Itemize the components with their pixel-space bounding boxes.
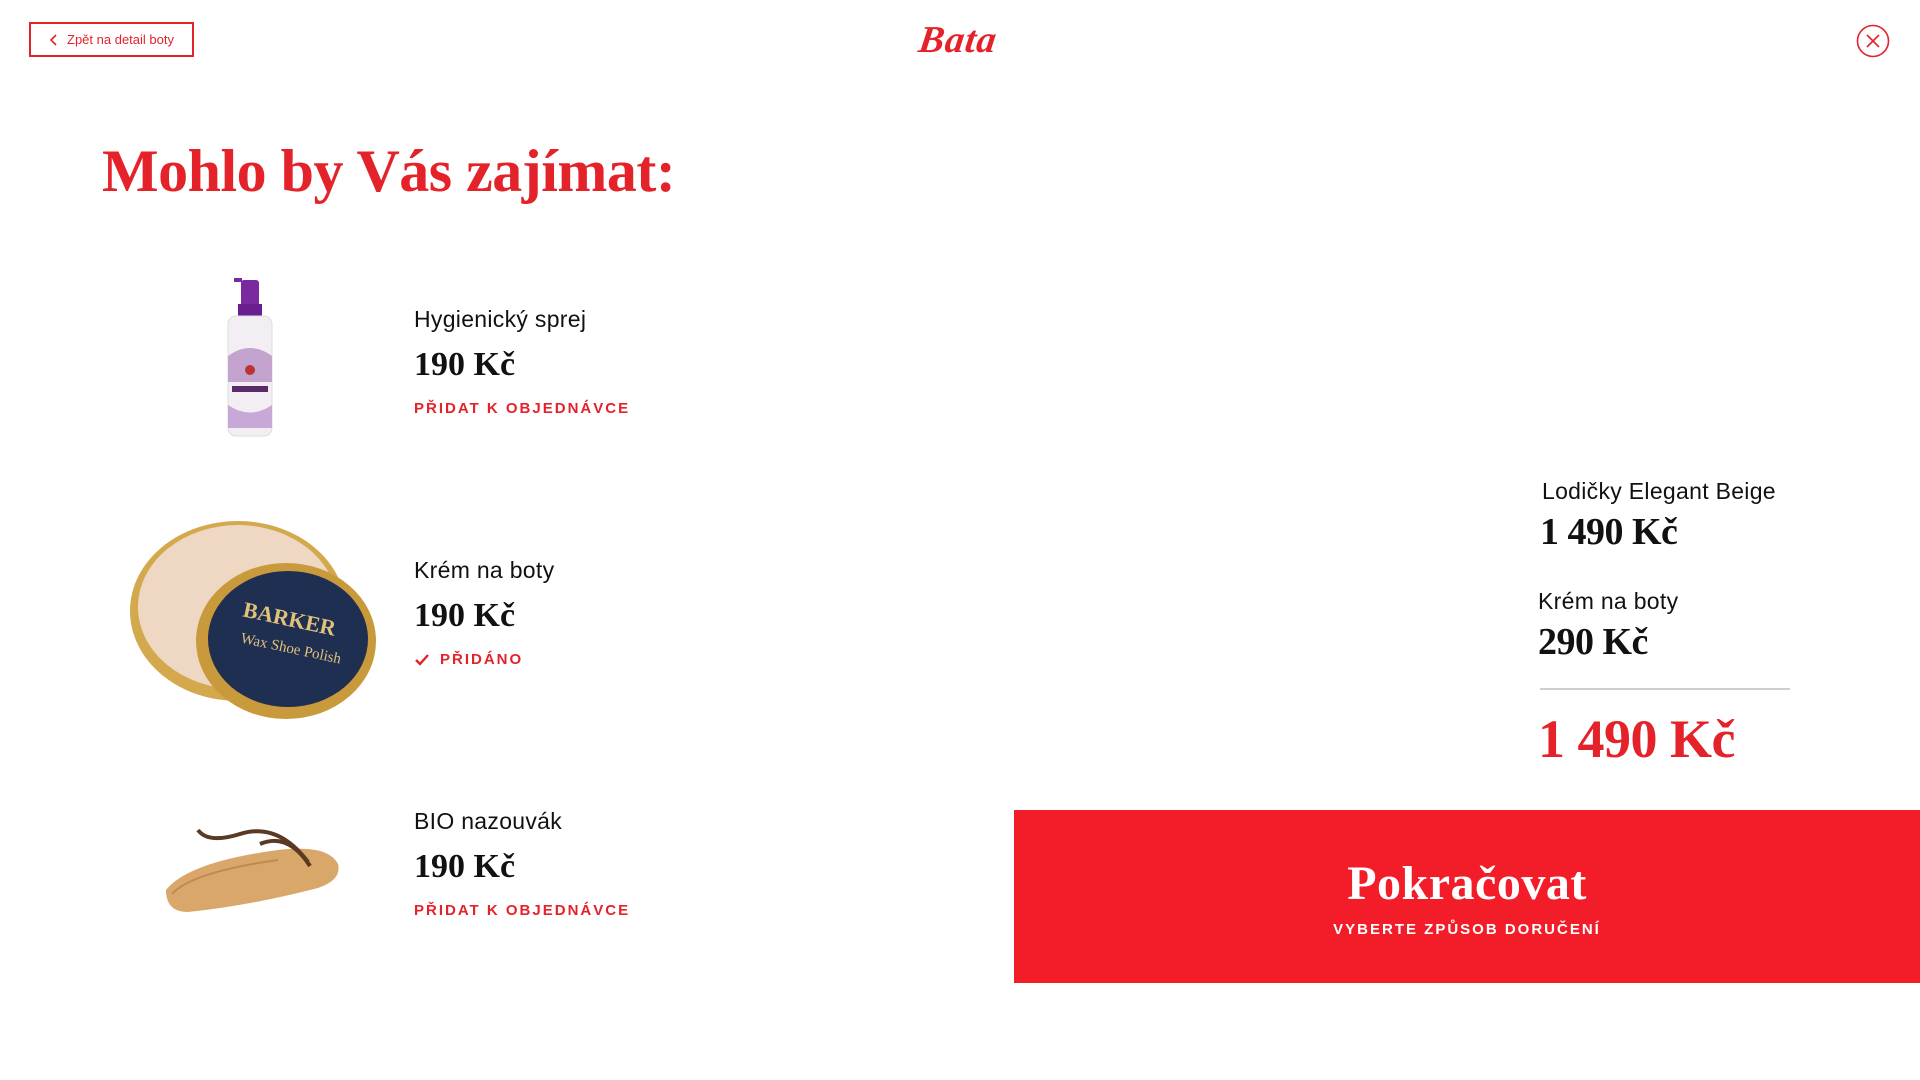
- product-name: BIO nazouvák: [414, 808, 563, 834]
- svg-text:BARKER: BARKER: [240, 596, 339, 641]
- bio-shoehorn-image: [128, 772, 378, 972]
- svg-text:Wax Shoe Polish: Wax Shoe Polish: [239, 630, 343, 668]
- product-price: 190 Kč: [414, 848, 516, 885]
- back-to-shoe-detail-button[interactable]: [29, 22, 194, 57]
- summary-item-price: 290 Kč: [1538, 621, 1648, 663]
- order-summary: [1530, 470, 1830, 770]
- add-to-order-label: PŘIDAT K OBJEDNÁVCE: [414, 400, 631, 417]
- continue-label: Pokračovat: [1347, 856, 1587, 910]
- shoe-polish-image: [128, 521, 378, 721]
- summary-total: 1 490 Kč: [1538, 709, 1735, 769]
- back-button-label: Zpět na detail boty: [67, 32, 174, 47]
- add-to-order-label: PŘIDAT K OBJEDNÁVCE: [414, 902, 631, 919]
- page-title: Mohlo by Vás zajímat:: [102, 138, 676, 204]
- summary-item-price: 1 490 Kč: [1540, 511, 1678, 553]
- product-item: [0, 772, 760, 982]
- summary-item-name: Lodičky Elegant Beige: [1542, 478, 1776, 504]
- summary-divider: [1540, 688, 1790, 690]
- close-icon[interactable]: [1856, 24, 1890, 58]
- product-price: 190 Kč: [414, 346, 516, 383]
- product-name: Hygienický sprej: [414, 306, 587, 332]
- hygiene-spray-image: [128, 270, 378, 470]
- top-bar: [0, 0, 1920, 80]
- add-to-order-button[interactable]: [414, 902, 630, 919]
- chevron-left-icon: [49, 34, 59, 46]
- continue-button[interactable]: [1014, 810, 1920, 983]
- added-status[interactable]: [414, 651, 523, 668]
- bata-logo: Bata: [916, 19, 1000, 61]
- add-to-order-button[interactable]: [414, 400, 630, 417]
- product-name: Krém na boty: [414, 557, 555, 583]
- summary-item-name: Krém na boty: [1538, 588, 1679, 614]
- continue-sublabel: VYBERTE ZPŮSOB DORUČENÍ: [1333, 920, 1601, 938]
- added-label: PŘIDÁNO: [440, 651, 524, 668]
- checkmark-icon: [414, 653, 430, 667]
- product-price: 190 Kč: [414, 597, 516, 634]
- product-item: [0, 270, 760, 480]
- product-item: [0, 521, 760, 731]
